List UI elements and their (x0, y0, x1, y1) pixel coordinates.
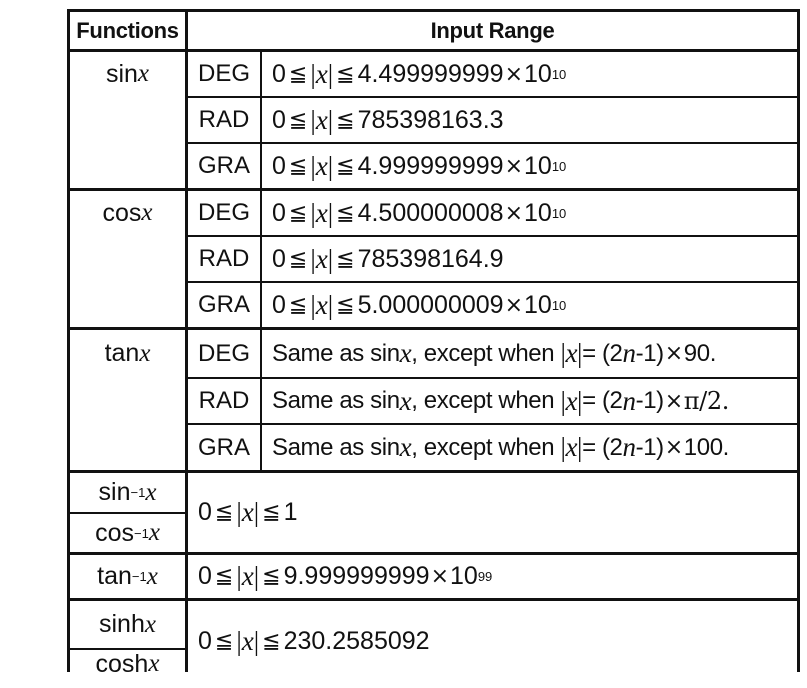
leq-symbol: ≦ (336, 61, 355, 87)
n-var: n (622, 432, 636, 462)
function-sin (70, 52, 185, 96)
exponent: 99 (477, 569, 493, 584)
range-var: x (241, 625, 254, 656)
range-limit: 4.999999999 (357, 151, 504, 180)
equals-text: = (2 (582, 387, 623, 414)
header-input-range (188, 12, 797, 49)
abs-bar: | (577, 338, 583, 368)
abs-bar: | (577, 385, 583, 416)
n-var: n (622, 338, 636, 368)
tail-text: π/2. (683, 387, 729, 415)
abs-bar: | (327, 197, 334, 228)
function-acos (70, 514, 185, 552)
function-var: x (145, 478, 157, 506)
function-var: x (141, 199, 153, 226)
ten-base: 10 (524, 198, 552, 227)
times-symbol: × (504, 200, 523, 226)
function-var: x (137, 60, 150, 87)
abs-bar: | (253, 497, 260, 527)
ten-base: 10 (524, 59, 552, 88)
function-exponent: −1 (130, 485, 146, 500)
abs-bar: | (310, 104, 316, 135)
range-sin-gra (262, 144, 797, 188)
except-text: , except when (411, 433, 561, 461)
function-name: cos (95, 518, 134, 547)
exponent: 10 (551, 205, 567, 221)
range-var: x (315, 289, 328, 320)
function-sinh (70, 601, 185, 648)
leq-symbol: ≦ (214, 564, 234, 589)
n-var: n (622, 385, 636, 416)
times-symbol: × (664, 341, 683, 366)
leq-symbol: ≦ (288, 153, 308, 179)
header-functions (70, 12, 185, 49)
range-limit: 4.500000008 (357, 198, 504, 227)
range-var: x (565, 432, 578, 462)
abs-bar: | (310, 243, 316, 274)
range-var: x (315, 243, 328, 274)
abs-bar: | (310, 150, 316, 181)
times-symbol: × (430, 564, 449, 589)
same-as-text: Same as sin (272, 339, 400, 367)
function-name: cos (102, 198, 142, 227)
range-limit: 1 (283, 498, 298, 526)
minus-text: -1) (635, 433, 664, 461)
abs-bar: | (236, 561, 242, 591)
range-limit: 785398164.9 (357, 244, 504, 273)
leq-symbol: ≦ (336, 246, 355, 272)
range-zero: 0 (272, 198, 286, 227)
abs-bar: | (560, 385, 566, 416)
mode-tan-rad (188, 379, 260, 423)
range-tan-rad (262, 379, 797, 423)
abs-bar: | (327, 150, 334, 181)
function-name: tan (104, 339, 140, 367)
function-exponent: −1 (131, 569, 147, 584)
minus-text: -1) (635, 339, 664, 367)
range-var: x (399, 432, 412, 462)
range-var: x (399, 385, 412, 416)
leq-symbol: ≦ (336, 200, 355, 226)
same-as-text: Same as sin (272, 387, 400, 414)
leq-symbol: ≦ (336, 153, 355, 179)
range-asin-acos (188, 473, 797, 552)
abs-bar: | (236, 625, 242, 656)
function-cos (70, 191, 185, 235)
range-var: x (315, 150, 328, 181)
range-var: x (315, 197, 328, 228)
range-tan-deg (262, 330, 797, 377)
mode-sin-deg (188, 52, 260, 96)
mode-tan-deg (188, 330, 260, 377)
exponent: 10 (551, 158, 567, 174)
ten-base: 10 (524, 290, 552, 319)
abs-bar: | (327, 289, 334, 320)
function-asin (70, 473, 185, 512)
leq-symbol: ≦ (336, 107, 355, 133)
mode-label: DEG (197, 339, 250, 367)
leq-symbol: ≦ (288, 61, 308, 87)
range-tan-gra (262, 425, 797, 470)
abs-bar: | (253, 625, 260, 656)
equals-text: = (2 (582, 433, 623, 461)
function-cosh (70, 650, 185, 688)
function-name: tan (97, 562, 132, 590)
range-cos-deg (262, 191, 797, 235)
range-zero: 0 (272, 59, 286, 88)
times-symbol: × (504, 153, 523, 179)
mode-cos-deg (188, 191, 260, 235)
function-var: x (139, 339, 151, 367)
abs-bar: | (327, 104, 334, 135)
leq-symbol: ≦ (288, 292, 308, 318)
leq-symbol: ≦ (288, 246, 308, 272)
mode-label: RAD (198, 245, 250, 272)
mode-label: GRA (197, 152, 250, 179)
exponent: 10 (551, 66, 567, 82)
leq-symbol: ≦ (262, 500, 281, 525)
mode-label: GRA (197, 433, 250, 461)
range-var: x (565, 338, 578, 368)
abs-bar: | (236, 497, 242, 527)
leq-symbol: ≦ (214, 500, 234, 525)
range-sinh-cosh (188, 601, 797, 681)
leq-symbol: ≦ (288, 200, 308, 226)
function-var: x (144, 610, 156, 638)
range-var: x (241, 561, 254, 591)
header-input-range-label: Input Range (430, 17, 555, 43)
mode-label: RAD (198, 106, 250, 133)
tail-text: 90. (683, 339, 716, 367)
mode-cos-gra (188, 283, 260, 327)
exponent: 10 (551, 297, 567, 313)
function-tan (70, 330, 185, 377)
range-limit: 785398163.3 (357, 105, 504, 134)
tail-text: 100. (683, 433, 729, 461)
mode-tan-gra (188, 425, 260, 470)
range-limit: 4.499999999 (357, 59, 504, 88)
minus-text: -1) (635, 387, 664, 414)
range-var: x (565, 385, 578, 416)
mode-sin-gra (188, 144, 260, 188)
range-limit: 230.2585092 (283, 626, 430, 655)
leq-symbol: ≦ (262, 564, 281, 589)
abs-bar: | (560, 432, 566, 462)
leq-symbol: ≦ (262, 628, 281, 654)
range-zero: 0 (198, 498, 212, 526)
abs-bar: | (310, 197, 316, 228)
abs-bar: | (560, 338, 566, 368)
abs-bar: | (327, 58, 334, 89)
range-zero: 0 (198, 562, 212, 590)
mode-sin-rad (188, 98, 260, 142)
abs-bar: | (310, 289, 316, 320)
range-zero: 0 (272, 105, 286, 134)
function-var: x (148, 650, 160, 677)
function-name: sinh (99, 610, 145, 638)
range-cos-rad (262, 237, 797, 281)
rule-right (797, 9, 800, 672)
times-symbol: × (504, 61, 523, 87)
same-as-text: Same as sin (272, 433, 400, 461)
ten-base: 10 (524, 151, 552, 180)
range-sin-deg (262, 52, 797, 96)
header-functions-label: Functions (76, 17, 179, 43)
range-sin-rad (262, 98, 797, 142)
range-var: x (241, 497, 254, 527)
function-name: sin (98, 478, 131, 506)
times-symbol: × (664, 388, 683, 414)
function-atan (70, 555, 185, 598)
range-atan (188, 555, 797, 598)
range-limit: 9.999999999 (283, 562, 430, 590)
range-var: x (315, 58, 328, 89)
times-symbol: × (504, 292, 523, 318)
except-text: , except when (411, 387, 561, 414)
function-var: x (146, 562, 158, 590)
mode-cos-rad (188, 237, 260, 281)
range-zero: 0 (198, 626, 212, 655)
mode-label: RAD (198, 387, 250, 414)
ten-base: 10 (450, 562, 478, 590)
leq-symbol: ≦ (336, 292, 355, 318)
range-zero: 0 (272, 290, 286, 319)
leq-symbol: ≦ (214, 628, 234, 654)
except-text: , except when (411, 339, 561, 367)
mode-label: DEG (197, 60, 250, 87)
function-exponent: −1 (133, 525, 149, 541)
mode-label: GRA (197, 291, 250, 318)
range-var: x (315, 104, 328, 135)
range-zero: 0 (272, 244, 286, 273)
mode-label: DEG (197, 199, 250, 226)
function-name: sin (105, 59, 138, 88)
abs-bar: | (310, 58, 316, 89)
abs-bar: | (577, 432, 583, 462)
function-var: x (148, 519, 160, 546)
times-symbol: × (664, 435, 683, 460)
function-name: cosh (95, 650, 149, 678)
range-var: x (399, 338, 412, 368)
equals-text: = (2 (582, 339, 623, 367)
abs-bar: | (327, 243, 334, 274)
range-cos-gra (262, 283, 797, 327)
abs-bar: | (253, 561, 260, 591)
range-zero: 0 (272, 151, 286, 180)
leq-symbol: ≦ (288, 107, 308, 133)
range-limit: 5.000000009 (357, 290, 504, 319)
